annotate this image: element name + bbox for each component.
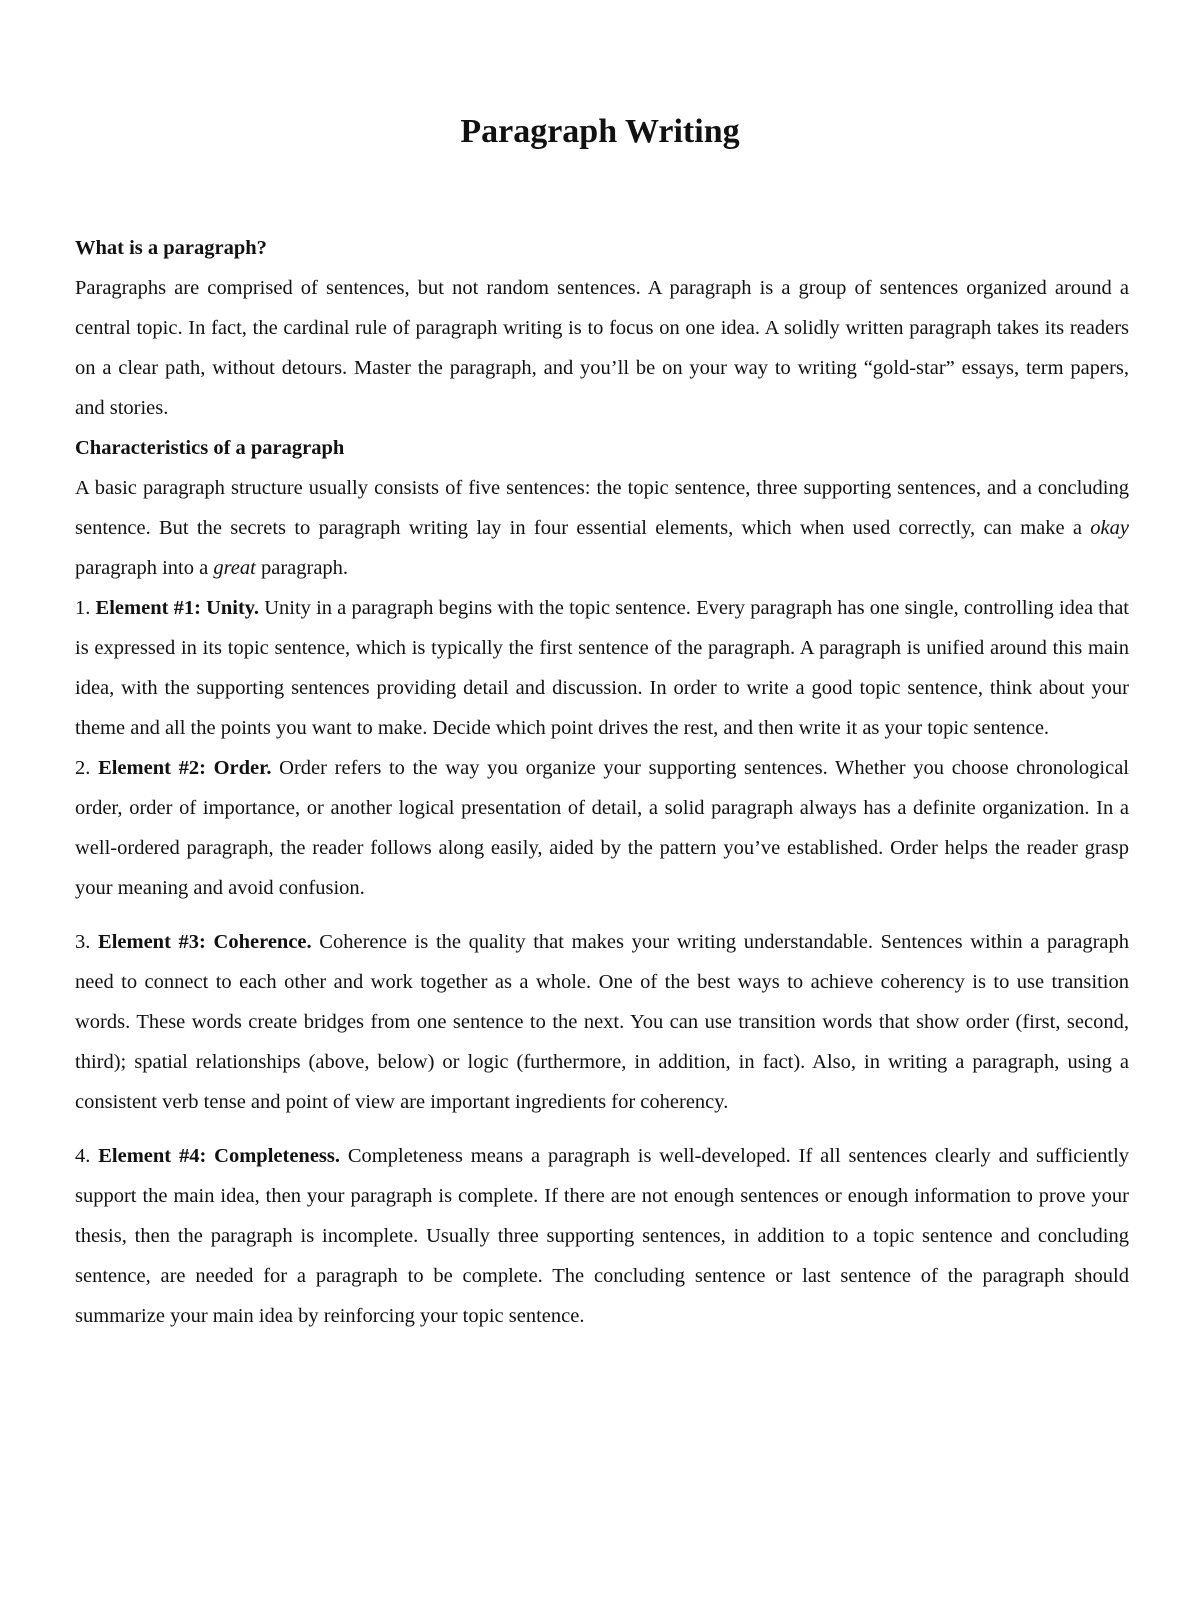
element-number: 1.	[75, 597, 96, 619]
section-heading-characteristics: Characteristics of a paragraph	[75, 437, 345, 459]
emphasis-great: great	[213, 557, 256, 579]
element-number: 2.	[75, 757, 99, 779]
document-body	[75, 228, 1129, 1336]
element-text: Completeness means a paragraph is well-developed. If all sentences clearly and sufficiently support the main idea, then your paragraph is complete. If there are not enough sentences or enough information to prove your thesis, then the paragraph is incomplete. Usually three supporting sentences, in addition to a topic sentence and concluding sentence, are needed for a paragraph to be complete. The concluding sentence or last sentence of the paragraph should summarize your main idea by reinforcing your topic sentence.	[75, 1145, 1130, 1327]
element-label: Element #2: Order.	[98, 757, 272, 779]
element-label: Element #1: Unity.	[95, 597, 260, 619]
element-order-paragraph	[75, 748, 1129, 908]
element-coherence-paragraph	[75, 922, 1129, 1122]
element-number: 3.	[75, 931, 99, 953]
element-number: 4.	[75, 1145, 99, 1167]
characteristics-text-middle: paragraph into a	[75, 557, 214, 579]
emphasis-okay: okay	[1090, 517, 1129, 539]
element-unity-paragraph	[75, 588, 1129, 748]
characteristics-paragraph	[75, 468, 1129, 588]
element-text: Coherence is the quality that makes your writing understandable. Sentences within a paragraph need to connect to each other and work together as a whole. One of the best ways to achieve coherency is to use transition words. These words create bridges from one sentence to the next. You can use transition words that show order (first, second, third); spatial relationships (above, below) or logic (furthermore, in addition, in fact). Also, in writing a paragraph, using a consistent verb tense and point of view are important ingredients for coherency.	[75, 931, 1129, 1113]
characteristics-text-end: paragraph.	[255, 557, 349, 579]
element-completeness-paragraph	[75, 1136, 1129, 1336]
element-text: Unity in a paragraph begins with the topic sentence. Every paragraph has one single, controlling idea that is expressed in its topic sentence, which is typically the first sentence of the paragraph. A paragraph is unified around this main idea, with the supporting sentences providing detail and discussion. In order to write a good topic sentence, think about your theme and all the points you want to make. Decide which point drives the rest, and then write it as your topic sentence.	[75, 597, 1129, 739]
characteristics-text-start: A basic paragraph structure usually consists of five sentences: the topic sentence, three supporting sentences, and a concluding sentence. But the secrets to paragraph writing lay in four essential elements, which when used correctly, can make a	[75, 477, 1129, 539]
page-title: Paragraph Writing	[460, 113, 740, 150]
element-text: Order refers to the way you organize your supporting sentences. Whether you choose chronological order, order of importance, or another logical presentation of detail, a solid paragraph always has a definite organization. In a well-ordered paragraph, the reader follows along easily, aided by the pattern you’ve established. Order helps the reader grasp your meaning and avoid confusion.	[75, 757, 1130, 899]
element-label: Element #4: Completeness.	[98, 1145, 341, 1167]
intro-paragraph: Paragraphs are comprised of sentences, but not random sentences. A paragraph is a group of sentences organized around a central topic. In fact, the cardinal rule of paragraph writing is to focus on one idea. A solidly written paragraph takes its readers on a clear path, without detours. Master the paragraph, and you’ll be on your way to writing “gold-star” essays, term papers, and stories.	[75, 277, 1129, 419]
element-label: Element #3: Coherence.	[98, 931, 312, 953]
section-heading-what-is: What is a paragraph?	[75, 237, 267, 259]
